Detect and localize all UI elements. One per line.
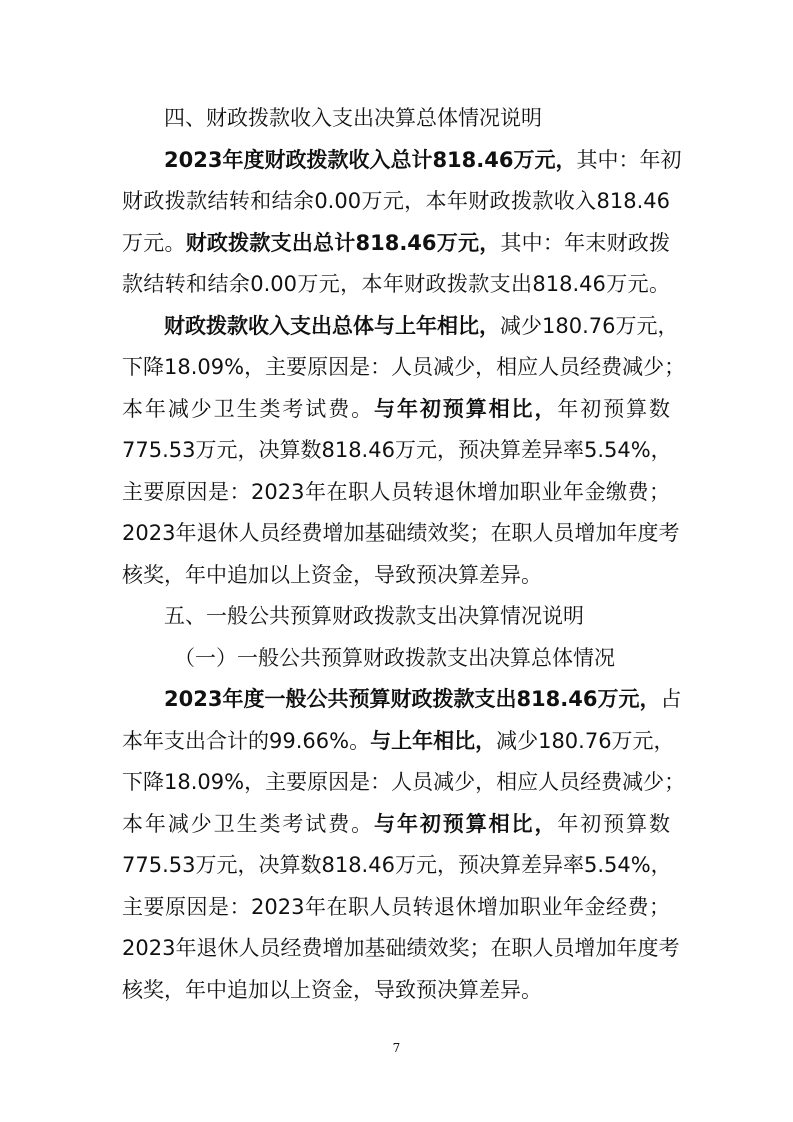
section-heading: 五、一般公共预算财政拨款支出决算情况说明 [164,604,584,628]
paragraph-line: 下降18.09%，主要原因是：人员减少，相应人员经费减少； [122,355,686,379]
paragraph-line [122,394,670,424]
text: 本年支出合计的99.66%。 [122,729,371,753]
text: 本年减少卫生类考试费。 [122,812,375,836]
bold-text: 财政拨款支出总计818.46万元， [185,231,501,255]
text: 万元。 [122,231,186,255]
paragraph-line: 775.53万元，决算数818.46万元，预决算差异率5.54%， [122,853,672,877]
paragraph-line: 775.53万元，决算数818.46万元，预决算差异率5.54%， [122,438,672,462]
paragraph-line: 主要原因是：2023年在职人员转退休增加职业年金经费； [122,895,670,919]
paragraph-line: 款结转和结余0.00万元，本年财政拨款支出818.46万元。 [122,272,670,296]
text: 占 [660,687,682,711]
paragraph-line [122,809,670,839]
paragraph-line [164,684,682,714]
paragraph-line: 下降18.09%，主要原因是：人员减少，相应人员经费减少； [122,770,686,794]
section-heading: 四、财政拨款收入支出决算总体情况说明 [164,106,542,130]
page-number: 7 [392,1041,401,1055]
text: 其中：年末财政拨 [500,231,671,255]
text: 年初预算数 [557,397,671,421]
paragraph-line [122,726,675,756]
text: 减少180.76万元， [500,314,679,338]
paragraph-line [122,228,670,258]
subsection-heading: （一）一般公共预算财政拨款支出决算总体情况 [174,646,615,670]
paragraph-line: 2023年退休人员经费增加基础绩效奖；在职人员增加年度考 [122,521,680,545]
text: 减少180.76万元， [496,729,675,753]
paragraph-line [164,145,682,175]
bold-text: 2023年度财政拨款收入总计818.46万元， [164,148,577,172]
text: 本年减少卫生类考试费。 [122,397,375,421]
bold-text: 与年初预算相比， [374,397,558,421]
paragraph-line: 财政拨款结转和结余0.00万元，本年财政拨款收入818.46 [122,189,670,213]
text: 年初预算数 [557,812,671,836]
paragraph-line [164,311,679,341]
bold-text: 与上年相比， [370,729,497,753]
paragraph-line: 核奖，年中追加以上资金，导致预决算差异。 [122,978,542,1002]
text: 其中：年初 [576,148,682,172]
paragraph-line: 主要原因是：2023年在职人员转退休增加职业年金缴费； [122,480,670,504]
paragraph-line: 2023年退休人员经费增加基础绩效奖；在职人员增加年度考 [122,936,680,960]
bold-text: 财政拨款收入支出总体与上年相比， [164,314,500,338]
paragraph-line: 核奖，年中追加以上资金，导致预决算差异。 [122,563,542,587]
bold-text: 与年初预算相比， [374,812,558,836]
bold-text: 2023年度一般公共预算财政拨款支出818.46万元， [164,687,661,711]
